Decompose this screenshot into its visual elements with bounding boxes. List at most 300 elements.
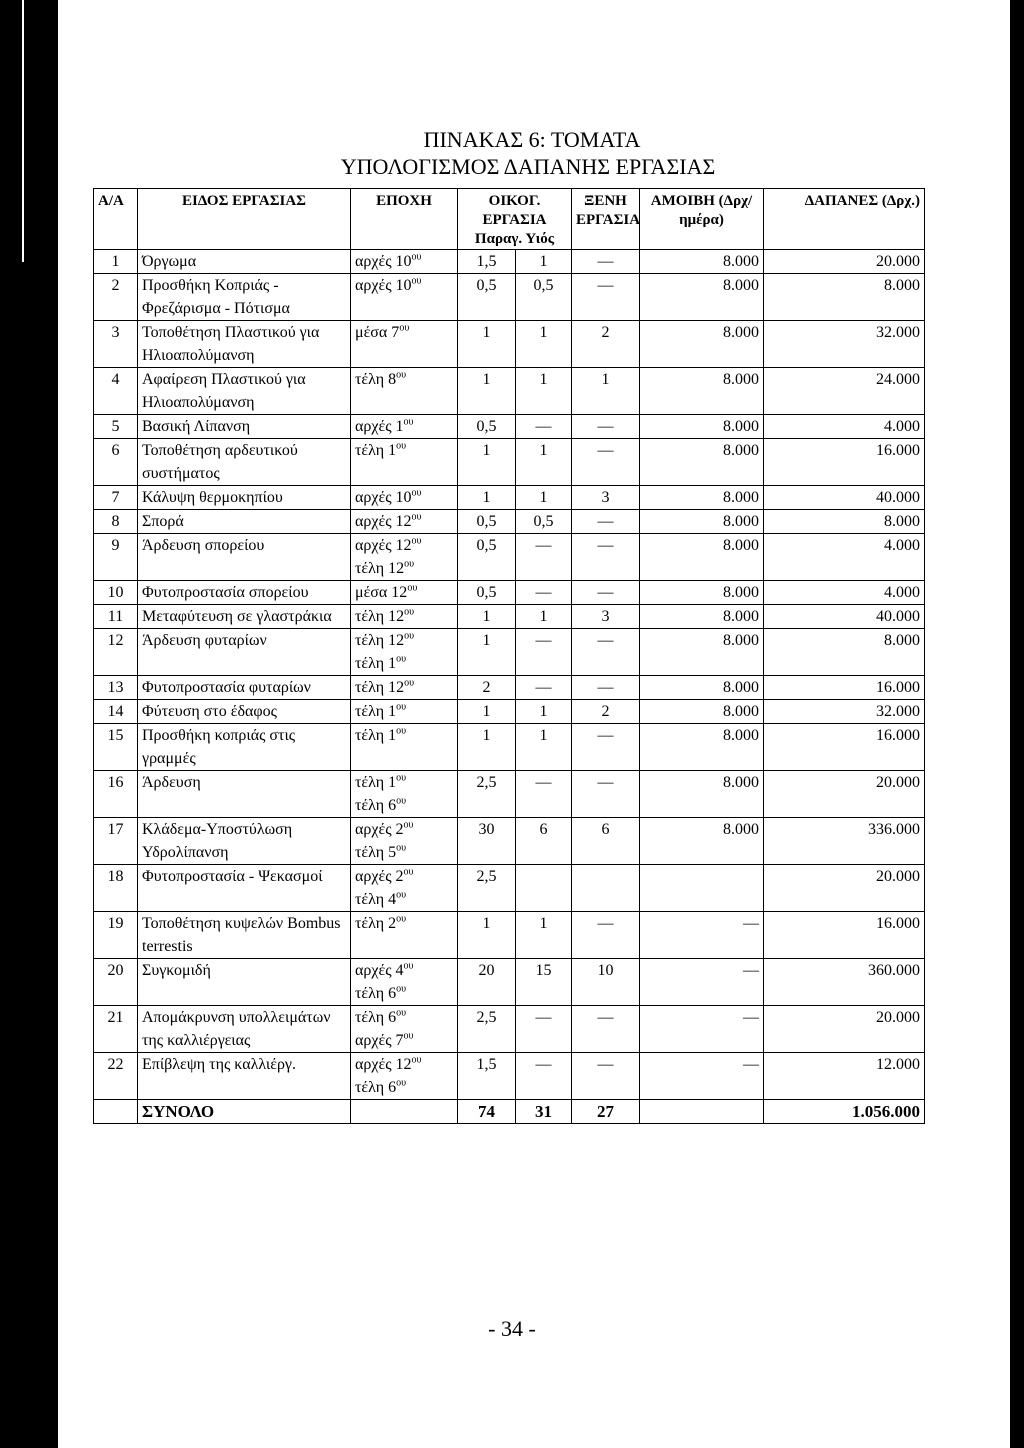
period-text: τέλη 1 — [355, 442, 397, 459]
period-cell — [351, 676, 458, 700]
work-type: Φύτευση στο έδαφος — [142, 703, 277, 720]
period-text: μέσα 7 — [355, 324, 400, 341]
header-row — [94, 189, 925, 250]
hired-work-cell — [572, 912, 640, 959]
table-row — [94, 439, 925, 486]
row-number: 20 — [107, 962, 124, 979]
row-number-cell — [94, 415, 138, 439]
period-cell — [351, 724, 458, 771]
family-producer-cell — [458, 771, 516, 818]
period-suffix: ου — [404, 630, 415, 642]
period-suffix: ου — [396, 369, 407, 381]
cost-value: 16.000 — [876, 679, 920, 696]
period-text: τέλη 12 — [355, 679, 405, 696]
work-type-cell — [138, 368, 351, 415]
table-row — [94, 581, 925, 605]
wage-cell — [640, 959, 764, 1006]
table-subtitle: ΥΠΟΛΟΓΙΣΜΟΣ ΔΑΠΑΝΗΣ ΕΡΓΑΣΙΑΣ — [340, 154, 716, 179]
wage-cell — [640, 510, 764, 534]
period-text-2: αρχές 7 — [355, 1032, 404, 1049]
period-line — [355, 581, 453, 604]
hired-work-days: — — [597, 774, 614, 791]
period-suffix: ου — [399, 322, 410, 334]
family-producer-cell — [458, 510, 516, 534]
period-text: αρχές 10 — [355, 489, 412, 506]
period-cell — [351, 629, 458, 676]
work-type-cell — [138, 818, 351, 865]
period-suffix: ου — [403, 819, 414, 831]
family-producer-days: 20 — [478, 962, 495, 979]
family-producer-cell — [458, 700, 516, 724]
row-number: 22 — [107, 1056, 124, 1073]
family-son-cell — [516, 1053, 572, 1100]
family-son-cell — [516, 865, 572, 912]
period-line — [355, 676, 453, 699]
period-text: αρχές 12 — [355, 537, 412, 554]
header-hired-work: ΞΕΝΗ ΕΡΓΑΣΙΑ — [572, 189, 640, 250]
period-cell — [351, 321, 458, 368]
work-type-cell — [138, 486, 351, 510]
header-family-sub: Παραγ. Υιός — [474, 231, 555, 247]
period-suffix: ου — [396, 725, 407, 737]
period-cell — [351, 1006, 458, 1053]
family-son-days: 1 — [539, 253, 548, 270]
hired-work-days: — — [597, 253, 614, 270]
work-type-cell — [138, 250, 351, 274]
work-type: Αφαίρεση Πλαστικού για Ηλιοαπολύμανση — [142, 371, 306, 411]
row-number: 9 — [111, 537, 120, 554]
period-suffix-2: ου — [396, 1077, 407, 1089]
family-son-cell — [516, 439, 572, 486]
period-text: μέσα 12 — [355, 584, 408, 601]
family-son-cell — [516, 534, 572, 581]
page-number: - 34 - — [488, 1316, 536, 1341]
cost-value: 4.000 — [884, 537, 920, 554]
total-no-cell — [94, 1100, 138, 1124]
hired-work-days: 2 — [601, 703, 610, 720]
hired-work-cell — [572, 534, 640, 581]
total-label: ΣΥΝΟΛΟ — [138, 1100, 351, 1124]
table-row — [94, 534, 925, 581]
wage-cell — [640, 912, 764, 959]
table-row — [94, 321, 925, 368]
cost-cell — [764, 486, 925, 510]
family-son-cell — [516, 581, 572, 605]
period-suffix-2: ου — [396, 653, 407, 665]
table-row — [94, 724, 925, 771]
period-line — [355, 865, 453, 888]
period-text: τέλη 1 — [355, 727, 397, 744]
row-number-cell — [94, 274, 138, 321]
hired-work-cell — [572, 274, 640, 321]
family-son-days: — — [535, 679, 552, 696]
cost-cell — [764, 415, 925, 439]
work-type-cell — [138, 724, 351, 771]
family-producer-days: 0,5 — [476, 513, 497, 530]
cost-cell — [764, 250, 925, 274]
family-producer-cell — [458, 1006, 516, 1053]
cost-value: 20.000 — [876, 868, 920, 885]
row-number: 19 — [107, 915, 124, 932]
header-family-work — [458, 189, 572, 250]
wage-value: 8.000 — [723, 418, 759, 435]
wage-cell — [640, 724, 764, 771]
table-row — [94, 959, 925, 1006]
row-number: 3 — [111, 324, 120, 341]
row-number: 15 — [107, 727, 124, 744]
hired-work-cell — [572, 771, 640, 818]
hired-work-days: — — [597, 277, 614, 294]
family-son-cell — [516, 912, 572, 959]
table-row — [94, 510, 925, 534]
cost-value: 40.000 — [876, 608, 920, 625]
wage-value: 8.000 — [723, 608, 759, 625]
work-type: Άρδευση φυταρίων — [142, 632, 267, 649]
work-type: Βασική Λίπανση — [142, 418, 251, 435]
table-row — [94, 865, 925, 912]
family-producer-days: 1,5 — [476, 253, 497, 270]
table-body — [94, 250, 925, 1100]
work-type: Άρδευση — [142, 774, 201, 791]
cost-value: 16.000 — [876, 442, 920, 459]
family-son-cell — [516, 510, 572, 534]
row-number: 13 — [107, 679, 124, 696]
hired-work-cell — [572, 321, 640, 368]
hired-work-days: — — [597, 1009, 614, 1026]
cost-value: 24.000 — [876, 371, 920, 388]
cost-cell — [764, 629, 925, 676]
period-suffix: ου — [396, 772, 407, 784]
period-suffix-2: ου — [404, 558, 415, 570]
family-son-cell — [516, 368, 572, 415]
family-producer-days: 1 — [482, 727, 491, 744]
hired-work-days: — — [597, 632, 614, 649]
period-line — [355, 959, 453, 982]
work-type: Φυτοπροστασία σπορείου — [142, 584, 309, 601]
cost-cell — [764, 1053, 925, 1100]
work-type: Φυτοπροστασία - Ψεκασμοί — [142, 868, 323, 885]
hired-work-cell — [572, 368, 640, 415]
period-text: αρχές 10 — [355, 277, 412, 294]
row-number: 4 — [111, 371, 120, 388]
period-text: τέλη 8 — [355, 371, 397, 388]
period-line — [355, 486, 453, 509]
work-type: Επίβλεψη της καλλιέργ. — [142, 1056, 296, 1073]
family-producer-days: 1 — [482, 703, 491, 720]
work-type-cell — [138, 959, 351, 1006]
work-type: Προσθήκη κοπριάς στις γραμμές — [142, 727, 296, 767]
table-title: ΠΙΝΑΚΑΣ 6: ΤΟΜΑΤΑ — [423, 127, 641, 152]
hired-work-days: — — [597, 1056, 614, 1073]
hired-work-days: 3 — [601, 608, 610, 625]
period-text: αρχές 2 — [355, 868, 404, 885]
hired-work-cell — [572, 605, 640, 629]
family-son-cell — [516, 771, 572, 818]
row-number: 5 — [111, 418, 120, 435]
family-producer-days: 30 — [478, 821, 495, 838]
work-type: Τοποθέτηση αρδευτικού συστήματος — [142, 442, 298, 482]
cost-cell — [764, 912, 925, 959]
cost-cell — [764, 865, 925, 912]
period-cell — [351, 250, 458, 274]
family-producer-days: 1 — [482, 324, 491, 341]
wage-value: 8.000 — [723, 632, 759, 649]
cost-cell — [764, 724, 925, 771]
hired-work-cell — [572, 724, 640, 771]
family-son-days: 1 — [539, 703, 548, 720]
family-son-cell — [516, 415, 572, 439]
work-type-cell — [138, 912, 351, 959]
period-text: αρχές 12 — [355, 1056, 412, 1073]
period-line — [355, 439, 453, 462]
period-text-2: τέλη 5 — [355, 844, 397, 861]
cost-value: 32.000 — [876, 703, 920, 720]
family-son-days: — — [535, 1056, 552, 1073]
wage-cell — [640, 534, 764, 581]
period-text: αρχές 1 — [355, 418, 404, 435]
family-producer-days: 1 — [482, 915, 491, 932]
period-suffix-2: ου — [403, 1030, 414, 1042]
family-son-days: 1 — [539, 608, 548, 625]
row-number: 12 — [107, 632, 124, 649]
family-son-days: — — [535, 584, 552, 601]
family-son-days: 1 — [539, 324, 548, 341]
period-text: τέλη 2 — [355, 915, 397, 932]
table-row — [94, 605, 925, 629]
period-text: τέλη 12 — [355, 608, 405, 625]
cost-cell — [764, 771, 925, 818]
work-type-cell — [138, 1053, 351, 1100]
hired-work-cell — [572, 486, 640, 510]
period-cell — [351, 368, 458, 415]
period-suffix: ου — [411, 535, 422, 547]
cost-value: 360.000 — [868, 962, 920, 979]
period-text: αρχές 2 — [355, 821, 404, 838]
family-producer-cell — [458, 865, 516, 912]
family-son-cell — [516, 700, 572, 724]
row-number-cell — [94, 250, 138, 274]
period-line-2 — [355, 557, 453, 580]
work-type: Φυτοπροστασία φυταρίων — [142, 679, 311, 696]
cost-value: 8.000 — [884, 277, 920, 294]
wage-value: 8.000 — [723, 253, 759, 270]
row-number-cell — [94, 368, 138, 415]
work-type: Άρδευση σπορείου — [142, 537, 265, 554]
period-text: αρχές 4 — [355, 962, 404, 979]
hired-work-days: 10 — [597, 962, 614, 979]
wage-value: 8.000 — [723, 727, 759, 744]
cost-value: 16.000 — [876, 727, 920, 744]
period-suffix: ου — [396, 701, 407, 713]
period-cell — [351, 274, 458, 321]
family-producer-days: 0,5 — [476, 277, 497, 294]
hired-work-cell — [572, 959, 640, 1006]
period-line — [355, 534, 453, 557]
cost-value: 336.000 — [868, 821, 920, 838]
cost-cell — [764, 700, 925, 724]
family-producer-days: 1 — [482, 371, 491, 388]
total-period-cell — [351, 1100, 458, 1124]
family-producer-cell — [458, 605, 516, 629]
wage-value: 8.000 — [723, 324, 759, 341]
period-suffix: ου — [403, 866, 414, 878]
period-cell — [351, 912, 458, 959]
table-row — [94, 1006, 925, 1053]
family-son-days: 1 — [539, 727, 548, 744]
wage-cell — [640, 629, 764, 676]
wage-cell — [640, 1053, 764, 1100]
row-number-cell — [94, 959, 138, 1006]
period-cell — [351, 439, 458, 486]
row-number-cell — [94, 486, 138, 510]
period-line — [355, 1006, 453, 1029]
wage-value: 8.000 — [723, 537, 759, 554]
work-type-cell — [138, 274, 351, 321]
period-cell — [351, 486, 458, 510]
period-cell — [351, 510, 458, 534]
row-number-cell — [94, 724, 138, 771]
period-suffix: ου — [396, 440, 407, 452]
period-line — [355, 274, 453, 297]
period-cell — [351, 865, 458, 912]
work-type-cell — [138, 629, 351, 676]
cost-value: 32.000 — [876, 324, 920, 341]
table-row — [94, 250, 925, 274]
wage-cell — [640, 581, 764, 605]
work-type-cell — [138, 676, 351, 700]
family-son-days: 6 — [539, 821, 548, 838]
family-son-cell — [516, 629, 572, 676]
cost-cell — [764, 605, 925, 629]
wage-cell — [640, 486, 764, 510]
family-son-days: — — [535, 1009, 552, 1026]
period-suffix-2: ου — [396, 842, 407, 854]
work-type-cell — [138, 865, 351, 912]
period-suffix-2: ου — [396, 795, 407, 807]
period-cell — [351, 771, 458, 818]
work-type: Μεταφύτευση σε γλαστράκια — [142, 608, 332, 625]
period-cell — [351, 1053, 458, 1100]
wage-value: — — [743, 962, 759, 979]
family-son-cell — [516, 676, 572, 700]
row-number: 14 — [107, 703, 124, 720]
table-row — [94, 486, 925, 510]
cost-value: 20.000 — [876, 774, 920, 791]
family-son-days: 1 — [539, 915, 548, 932]
row-number: 6 — [111, 442, 120, 459]
cost-cell — [764, 818, 925, 865]
wage-cell — [640, 368, 764, 415]
hired-work-cell — [572, 1006, 640, 1053]
period-cell — [351, 959, 458, 1006]
wage-value: 8.000 — [723, 584, 759, 601]
hired-work-days: — — [597, 537, 614, 554]
period-cell — [351, 581, 458, 605]
work-type-cell — [138, 771, 351, 818]
total-wage-cell — [640, 1100, 764, 1124]
row-number: 21 — [107, 1009, 124, 1026]
period-line — [355, 1053, 453, 1076]
header-no: Α/Α — [94, 189, 138, 250]
family-producer-days: 1,5 — [476, 1056, 497, 1073]
period-line-2 — [355, 1029, 453, 1052]
period-suffix: ου — [411, 511, 422, 523]
wage-value: 8.000 — [723, 371, 759, 388]
row-number-cell — [94, 321, 138, 368]
period-suffix: ου — [403, 416, 414, 428]
period-line — [355, 605, 453, 628]
period-suffix: ου — [403, 960, 414, 972]
period-suffix-2: ου — [396, 983, 407, 995]
period-line-2 — [355, 652, 453, 675]
family-producer-days: 2,5 — [476, 774, 497, 791]
family-producer-cell — [458, 581, 516, 605]
family-producer-days: 2 — [482, 679, 491, 696]
hired-work-cell — [572, 439, 640, 486]
wage-cell — [640, 321, 764, 368]
hired-work-days: — — [597, 442, 614, 459]
cost-cell — [764, 676, 925, 700]
header-cost: ΔΑΠΑΝΕΣ (Δρχ.) — [764, 189, 925, 250]
family-producer-cell — [458, 534, 516, 581]
hired-work-days: 1 — [601, 371, 610, 388]
period-cell — [351, 534, 458, 581]
period-text-2: τέλη 12 — [355, 560, 405, 577]
period-line — [355, 629, 453, 652]
period-text: αρχές 12 — [355, 513, 412, 530]
cost-value: 4.000 — [884, 418, 920, 435]
row-number-cell — [94, 1006, 138, 1053]
period-cell — [351, 605, 458, 629]
family-producer-cell — [458, 250, 516, 274]
family-producer-cell — [458, 912, 516, 959]
wage-cell — [640, 865, 764, 912]
family-son-days: 1 — [539, 489, 548, 506]
work-type-cell — [138, 321, 351, 368]
cost-cell — [764, 321, 925, 368]
wage-cell — [640, 439, 764, 486]
family-son-cell — [516, 486, 572, 510]
period-line — [355, 250, 453, 273]
family-producer-days: 1 — [482, 489, 491, 506]
work-type-cell — [138, 415, 351, 439]
period-line-2 — [355, 888, 453, 911]
period-cell — [351, 415, 458, 439]
work-type-cell — [138, 510, 351, 534]
period-text-2: τέλη 1 — [355, 655, 397, 672]
period-text: τέλη 12 — [355, 632, 405, 649]
period-suffix: ου — [404, 606, 415, 618]
cost-cell — [764, 368, 925, 415]
hired-work-cell — [572, 700, 640, 724]
family-son-cell — [516, 274, 572, 321]
cost-cell — [764, 1006, 925, 1053]
family-son-cell — [516, 724, 572, 771]
table-row — [94, 912, 925, 959]
family-son-days: — — [535, 537, 552, 554]
total-son: 31 — [516, 1100, 572, 1124]
hired-work-days: — — [597, 915, 614, 932]
work-type: Σπορά — [142, 513, 184, 530]
family-producer-days: 0,5 — [476, 584, 497, 601]
hired-work-cell — [572, 818, 640, 865]
work-type: Τοποθέτηση κυψελών Bombus terrestis — [142, 915, 341, 955]
cost-cell — [764, 439, 925, 486]
period-line — [355, 724, 453, 747]
hired-work-cell — [572, 1053, 640, 1100]
hired-work-days: 6 — [601, 821, 610, 838]
row-number-cell — [94, 605, 138, 629]
